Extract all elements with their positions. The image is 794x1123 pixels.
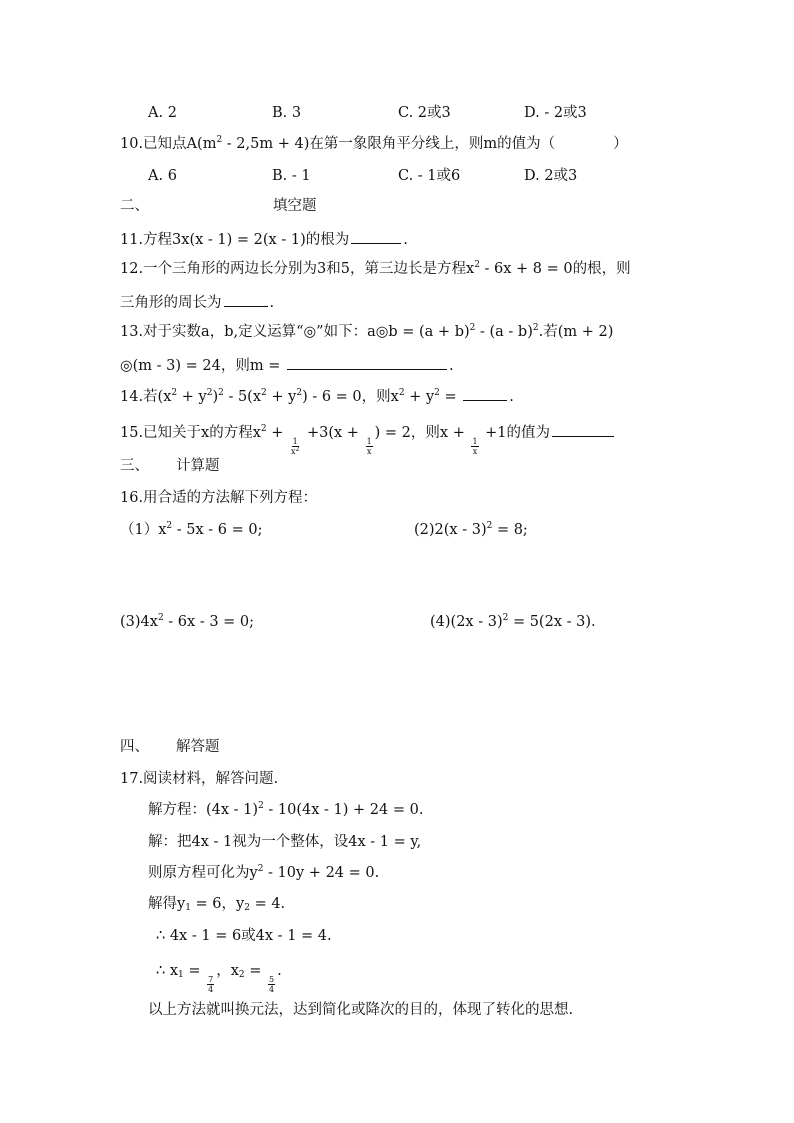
- q17-line-6: ∴ $x_1$ = $\frac{7}{4}$ ，$x_2$ = $\frac{5}{4}$ .: [156, 963, 282, 994]
- fraction-one-over-x-squared: $\frac{1}{x^2}$: [291, 437, 300, 456]
- q17-line-7: 以上方法就叫换元法，达到简化或降次的目的，体现了转化的思想.: [148, 1002, 574, 1018]
- question-17-stem: 17.阅读材料，解答问题.: [120, 771, 279, 787]
- question-13-line1: 13.对于实数a，b,定义运算“◎”如下：a◎b = $(a + b)^2 - (a - b)^2$.若(m + 2): [120, 323, 614, 340]
- fraction-one-over-x: $\frac{1}{x}$: [366, 437, 372, 456]
- section-4-title: 解答题: [176, 739, 220, 755]
- q16-part-4: (4)(2x - 3)$^2$ = 5(2x - 3).: [430, 613, 596, 630]
- q17-line-1: 解方程：(4x - 1)$^2$ - 10(4x - 1) + 24 = 0.: [148, 801, 424, 818]
- section-2-number: 二、: [120, 198, 149, 214]
- q17-line-5: ∴ 4x - 1 = 6或4x - 1 = 4.: [156, 928, 332, 944]
- q16-part-3: $(3)4x^2 - 6x - 3 = 0$;: [120, 613, 255, 630]
- section-3-title: 计算题: [176, 458, 220, 474]
- question-15: 15.已知关于x的方程$x^2$ + $\frac{1}{x^2}$ +3(x + $\frac{1}{x}$ ) = 2，则x + $\frac{1}{x}$ +1的值为: [120, 422, 616, 456]
- q10-option-b: B. - 1: [272, 168, 311, 184]
- q17-line-4: 解得$y_1 = 6$，$y_2 = 4$.: [148, 896, 286, 913]
- q9-option-b: B. 3: [272, 105, 302, 121]
- q17-line-2: 解：把4x - 1视为一个整体，设4x - 1 = y,: [148, 834, 422, 850]
- question-13-line2: ◎(m - 3) = 24，则m = .: [120, 355, 454, 375]
- answer-blank[interactable]: [287, 355, 447, 370]
- q10-option-c: C. - 1或6: [398, 168, 461, 184]
- q9-option-d: D. - 2或3: [524, 105, 587, 121]
- q17-line-3: 则原方程可化为$y^2 - 10y + 24 = 0$.: [148, 864, 380, 881]
- fraction-five-fourths: $\frac{5}{4}$: [269, 975, 275, 994]
- answer-blank[interactable]: [351, 229, 401, 244]
- q9-option-c: C. 2或3: [398, 105, 451, 121]
- fraction-one-over-x: $\frac{1}{x}$: [472, 437, 478, 456]
- q10-option-d: D. 2或3: [524, 168, 578, 184]
- q10-option-a: A. 6: [148, 168, 177, 184]
- section-4-number: 四、: [120, 739, 149, 755]
- question-16-stem: 16.用合适的方法解下列方程：: [120, 490, 318, 506]
- question-10: 10.已知点$A(m^2 - 2,5m + 4)$在第一象限角平分线上，则m的值为（ ）: [120, 135, 628, 152]
- answer-blank[interactable]: [224, 292, 268, 307]
- section-2-title: 填空题: [273, 198, 317, 214]
- answer-blank[interactable]: [463, 386, 507, 401]
- question-12-line1: 12.一个三角形的两边长分别为3和5，第三边长是方程$x^2 - 6x + 8 = 0$的根，则: [120, 260, 631, 277]
- q16-part-1: $(1)x^2 - 5x - 6 = 0$;: [120, 521, 263, 538]
- q9-option-a: A. 2: [148, 105, 177, 121]
- question-14: 14.若$(x^2 + y^2)^2 - 5(x^2 + y^2) - 6 = 0$，则$x^2 + y^2$ = .: [120, 388, 514, 405]
- section-3-number: 三、: [120, 458, 149, 474]
- fraction-seven-fourths: $\frac{7}{4}$: [208, 975, 214, 994]
- question-11: 11.方程3x(x - 1) = 2(x - 1)的根为 .: [120, 229, 408, 249]
- answer-blank[interactable]: [552, 422, 614, 437]
- q16-part-2: (2)2(x - 3)$^2$ = 8;: [414, 521, 528, 538]
- question-12-line2: 三角形的周长为 .: [120, 292, 274, 312]
